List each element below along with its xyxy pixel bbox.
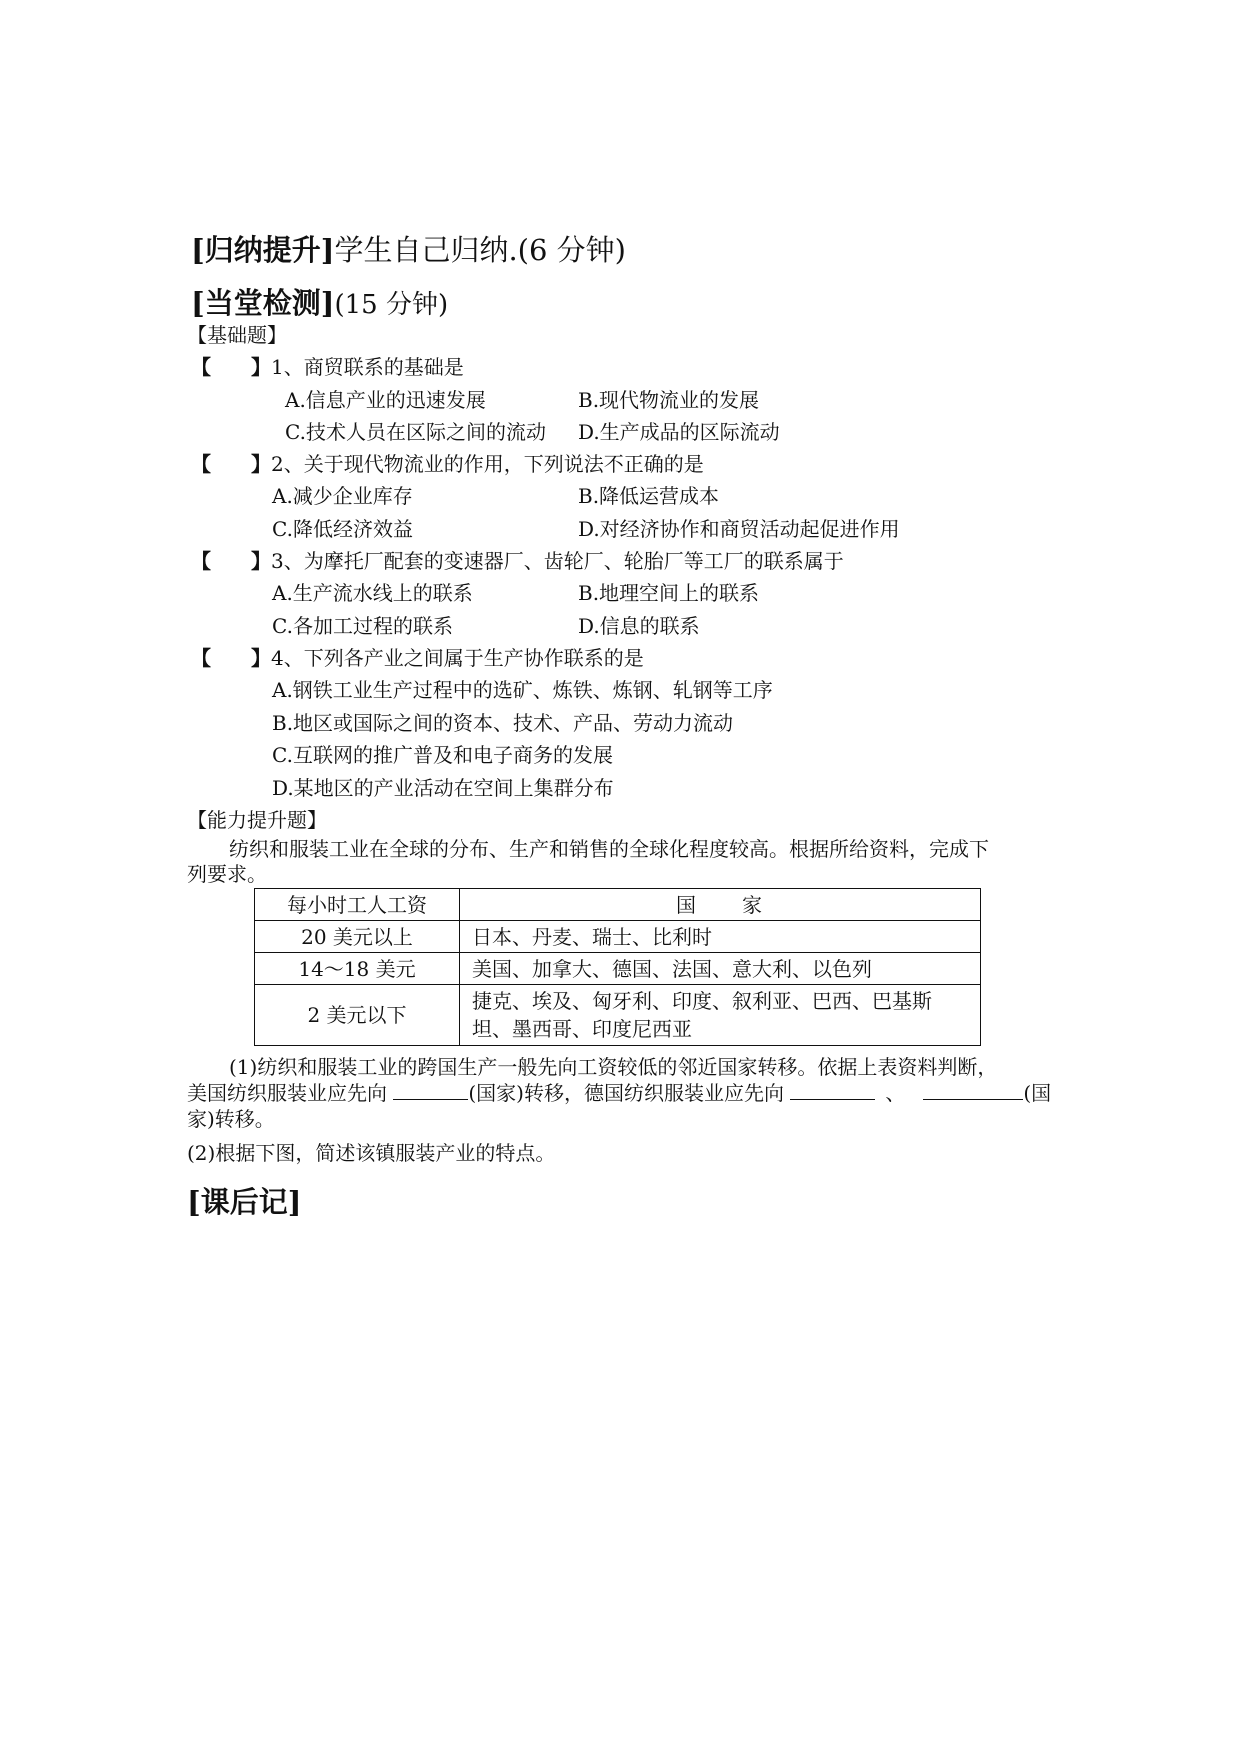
- q4-option-c: C.互联网的推广普及和电子商务的发展: [272, 743, 613, 767]
- after-class-section: [187, 1180, 301, 1221]
- q1-option-d: D.生产成品的区际流动: [578, 420, 780, 444]
- table-cell-wage: 14～18 美元: [255, 953, 460, 985]
- q3-option-c: C.各加工过程的联系: [272, 614, 453, 638]
- ability-intro-line-2: 列要求。: [187, 862, 267, 886]
- check-title: [当堂检测]: [191, 286, 335, 320]
- q4-option-d: D.某地区的产业活动在空间上集群分布: [272, 776, 614, 800]
- answer-blank-2[interactable]: [790, 1079, 875, 1100]
- question-stem: 4、下列各产业之间属于生产协作联系的是: [271, 646, 644, 670]
- answer-bracket: 【 】: [191, 646, 271, 670]
- q4-option-a: A.钢铁工业生产过程中的选矿、炼铁、炼钢、轧钢等工序: [272, 678, 773, 702]
- induction-section: [191, 228, 626, 269]
- q1-separator: 、: [885, 1081, 906, 1105]
- basic-heading: 【基础题】: [187, 323, 287, 347]
- q2-option-a: A.减少企业库存: [272, 484, 413, 508]
- table-row: [255, 921, 981, 953]
- q1-line-1: (1)纺织和服装工业的跨国生产一般先向工资较低的邻近国家转移。依据上表资料判断，: [229, 1055, 998, 1079]
- table-header-wage: 每小时工人工资: [255, 889, 460, 921]
- answer-bracket: 【 】: [191, 452, 271, 476]
- q1-option-a: A.信息产业的迅速发展: [285, 388, 486, 412]
- answer-bracket: 【 】: [191, 355, 271, 379]
- wage-table: [254, 888, 981, 1046]
- q3-option-d: D.信息的联系: [578, 614, 700, 638]
- table-cell-countries: 日本、丹麦、瑞士、比利时: [460, 921, 981, 953]
- table-row: [255, 953, 981, 985]
- question-stem: 3、为摩托厂配套的变速器厂、齿轮厂、轮胎厂等工厂的联系属于: [271, 549, 844, 573]
- table-cell-countries: 美国、加拿大、德国、法国、意大利、以色列: [460, 953, 981, 985]
- q1-option-c: C.技术人员在区际之间的流动: [285, 420, 546, 444]
- question-2: [191, 450, 704, 478]
- q1-text-a: 美国纺织服装业应先向: [187, 1081, 394, 1105]
- question-stem: 1、商贸联系的基础是: [271, 355, 464, 379]
- q3-option-a: A.生产流水线上的联系: [272, 581, 473, 605]
- q3-option-b: B.地理空间上的联系: [578, 581, 760, 605]
- table-cell-wage: 2 美元以下: [255, 985, 460, 1046]
- q1-option-b: B.现代物流业的发展: [578, 388, 760, 412]
- q2-text: (2)根据下图，简述该镇服装产业的特点。: [187, 1141, 556, 1165]
- question-3: [191, 547, 844, 575]
- table-header-row: [255, 889, 981, 921]
- answer-blank-3[interactable]: [923, 1079, 1023, 1100]
- induction-text: 学生自己归纳.(6 分钟): [334, 233, 626, 267]
- check-text: (15 分钟): [334, 290, 449, 320]
- question-4: [191, 644, 644, 672]
- answer-bracket: 【 】: [191, 549, 271, 573]
- q2-option-c: C.降低经济效益: [272, 517, 413, 541]
- answer-blank-1[interactable]: [393, 1079, 468, 1100]
- q2-option-b: B.降低运营成本: [578, 484, 720, 508]
- q1-line-2: [187, 1079, 1051, 1107]
- q1-line-3: 家)转移。: [187, 1107, 275, 1131]
- q1-text-b: (国家)转移，德国纺织服装业应先向: [468, 1081, 791, 1105]
- table-row: [255, 985, 981, 1046]
- q4-option-b: B.地区或国际之间的资本、技术、产品、劳动力流动: [272, 711, 734, 735]
- induction-title: [归纳提升]: [191, 233, 335, 267]
- table-header-country: 国 家: [460, 889, 981, 921]
- q2-option-d: D.对经济协作和商贸活动起促进作用: [578, 517, 900, 541]
- question-stem: 2、关于现代物流业的作用，下列说法不正确的是: [271, 452, 704, 476]
- after-class-title: [课后记]: [187, 1185, 302, 1219]
- q1-text-c: (国: [1023, 1081, 1052, 1105]
- question-1: [191, 353, 464, 381]
- table-cell-wage: 20 美元以上: [255, 921, 460, 953]
- ability-intro-line-1: 纺织和服装工业在全球的分布、生产和销售的全球化程度较高。根据所给资料，完成下: [229, 837, 989, 861]
- table-cell-countries: 捷克、埃及、匈牙利、印度、叙利亚、巴西、巴基斯坦、墨西哥、印度尼西亚: [460, 985, 981, 1046]
- check-section: [191, 281, 448, 322]
- ability-heading: 【能力提升题】: [187, 808, 327, 832]
